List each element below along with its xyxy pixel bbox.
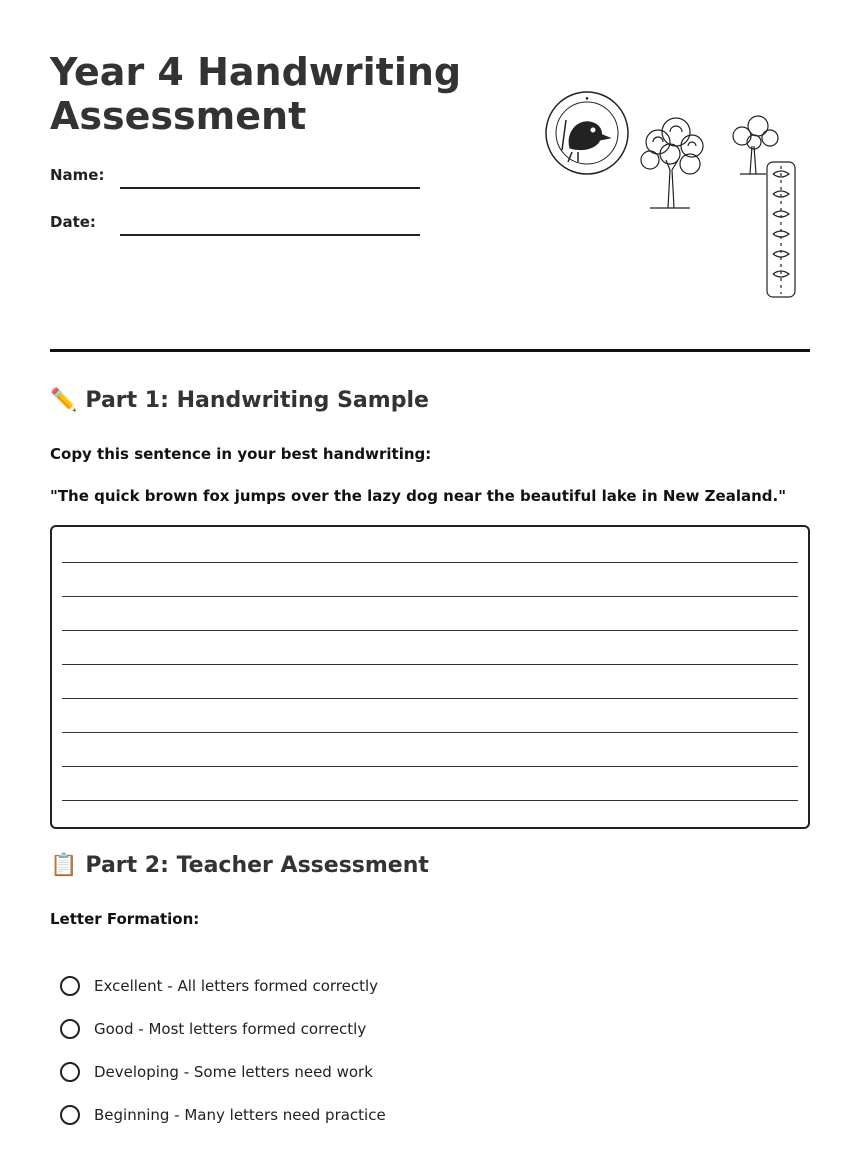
option-label: Beginning - Many letters need practice: [94, 1106, 386, 1124]
part1-instruction: Copy this sentence in your best handwriting:: [50, 445, 432, 463]
option-label: Developing - Some letters need work: [94, 1063, 373, 1081]
part1-heading-text: Part 1: Handwriting Sample: [85, 388, 429, 413]
option-excellent[interactable]: [60, 976, 378, 996]
option-label: Good - Most letters formed correctly: [94, 1020, 367, 1038]
letter-formation-label: Letter Formation:: [50, 910, 200, 928]
clipboard-icon: 📋: [50, 853, 78, 878]
bird-seal-icon: [546, 92, 628, 174]
tree-icon: [641, 118, 703, 208]
option-beginning[interactable]: [60, 1105, 386, 1125]
writing-line: [62, 766, 798, 767]
option-label: Excellent - All letters formed correctly: [94, 977, 379, 995]
carved-post-icon: [767, 162, 795, 297]
name-label: Name:: [50, 166, 105, 184]
writing-line: [62, 800, 798, 801]
writing-line: [62, 596, 798, 597]
option-developing[interactable]: [60, 1062, 373, 1082]
radio-button[interactable]: [60, 976, 80, 996]
writing-line: [62, 664, 798, 665]
writing-line: [62, 732, 798, 733]
radio-button[interactable]: [60, 1062, 80, 1082]
part2-heading: [50, 853, 429, 878]
pencil-icon: ✏️: [50, 388, 78, 413]
part2-heading-text: Part 2: Teacher Assessment: [85, 853, 429, 878]
writing-line: [62, 562, 798, 563]
date-field[interactable]: [120, 234, 420, 236]
handwriting-box[interactable]: [50, 525, 810, 829]
radio-button[interactable]: [60, 1105, 80, 1125]
radio-button[interactable]: [60, 1019, 80, 1039]
page-title: Year 4 Handwriting Assessment: [50, 50, 462, 138]
small-tree-icon: [733, 116, 778, 174]
part1-heading: [50, 388, 429, 413]
name-field[interactable]: [120, 187, 420, 189]
date-label: Date:: [50, 213, 96, 231]
sample-sentence: "The quick brown fox jumps over the lazy dog near the beautiful lake in New Zealand.": [50, 487, 787, 505]
section-divider: [50, 349, 810, 352]
svg-text:•: •: [584, 95, 590, 105]
option-good[interactable]: [60, 1019, 366, 1039]
header-illustrations: [540, 90, 810, 305]
writing-line: [62, 630, 798, 631]
writing-line: [62, 698, 798, 699]
